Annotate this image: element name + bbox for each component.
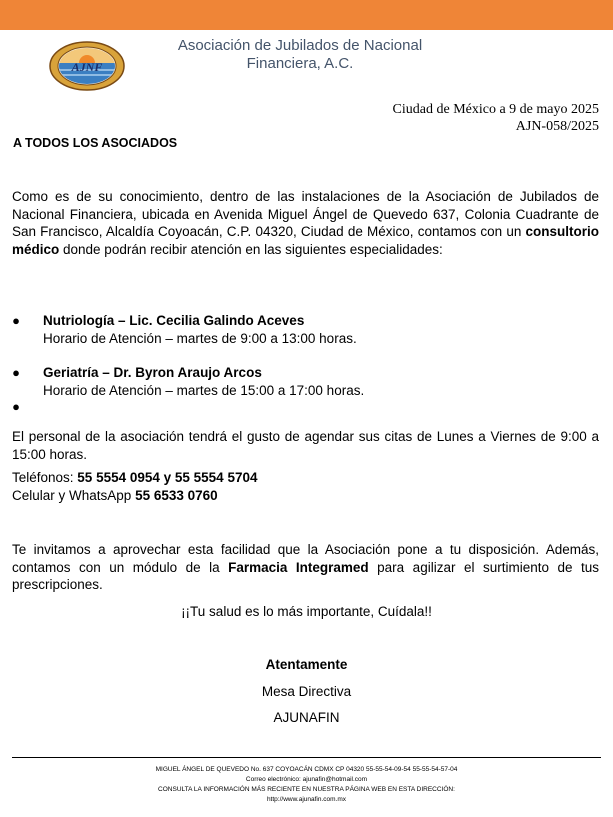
intro-paragraph [12, 188, 599, 258]
service-schedule: Horario de Atención – martes de 15:00 a 17:00 horas. [43, 382, 365, 398]
mobile-line [12, 487, 218, 505]
footer-divider [12, 757, 601, 758]
intro-text: Como es de su conocimiento, dentro de las instalaciones de la Asociación de Jubilados de Nacional Financiera, ubicada en Avenida Miguel Ángel de Quevedo 637, Colonia Cuadrante de San Francisco, Alcaldía Coyoacán, C.P. 04320, Ciudad de México, contamos con un [12, 189, 599, 239]
service-title: Geriatría – Dr. Byron Araujo Arcos [43, 365, 262, 380]
mobile-label: Celular y WhatsApp [12, 488, 136, 503]
appointments-paragraph: El personal de la asociación tendrá el gusto de agendar sus citas de Lunes a Viernes de 9:00 a 15:00 horas. [12, 429, 599, 462]
phones-line [12, 469, 257, 487]
signatory: Mesa Directiva [261, 684, 352, 699]
bullet-icon: ● [12, 365, 20, 380]
invite-text: Te invitamos a aprovechar esta facilidad que la Asociación pone a tu disposición. Además, contamos con un módulo de la [12, 542, 599, 575]
phones-label: Teléfonos: [12, 470, 78, 485]
invite-paragraph [12, 541, 599, 594]
service-title: Nutriología – Lic. Cecilia Galindo Aceves [43, 313, 305, 328]
organization-name-line1: Asociación de Jubilados de Nacional [177, 37, 423, 54]
invite-text-end: para agilizar el surtimiento de tus prescripciones. [12, 559, 599, 592]
footer-notice: CONSULTA LA INFORMACIÓN MÁS RECIENTE EN NUESTRA PÁGINA WEB EN ESTA DIRECCIÓN: [158, 786, 455, 793]
intro-highlight: consultorio médico [12, 224, 599, 257]
svg-text:AJNF: AJNF [71, 60, 103, 74]
phones-value: 55 5554 0954 y 55 5554 5704 [77, 470, 258, 485]
footer-email: Correo electrónico: ajunafin@hotmail.com [245, 776, 368, 783]
mobile-value: 55 6533 0760 [135, 488, 218, 503]
bullet-icon: ● [12, 313, 20, 328]
organization-short-name: AJUNAFIN [273, 710, 340, 725]
letter-date: Ciudad de México a 9 de mayo 2025 [392, 102, 599, 117]
header-bar [0, 0, 613, 30]
intro-text-end: donde podrán recibir atención en las siguientes especialidades: [59, 241, 443, 257]
footer-address: MIGUEL ÁNGEL DE QUEVEDO No. 637 COYOACÁN CDMX CP 04320 55-55-54-09-54 55-55-54-57-04 [155, 766, 458, 773]
closing: Atentamente [265, 657, 348, 672]
organization-name [150, 37, 450, 73]
organization-logo [49, 41, 125, 91]
motto: ¡¡Tu salud es lo más importante, Cuídala!! [181, 604, 432, 619]
invite-highlight: Farmacia Integramed [228, 559, 369, 575]
footer-website: http://www.ajunafin.com.mx [266, 796, 347, 803]
letter-reference: AJN-058/2025 [515, 119, 599, 134]
organization-name-line2: Financiera, A.C. [246, 55, 354, 72]
salutation: A TODOS LOS ASOCIADOS [13, 136, 178, 150]
bullet-icon: ● [12, 399, 20, 414]
service-schedule: Horario de Atención – martes de 9:00 a 13:00 horas. [43, 330, 357, 346]
